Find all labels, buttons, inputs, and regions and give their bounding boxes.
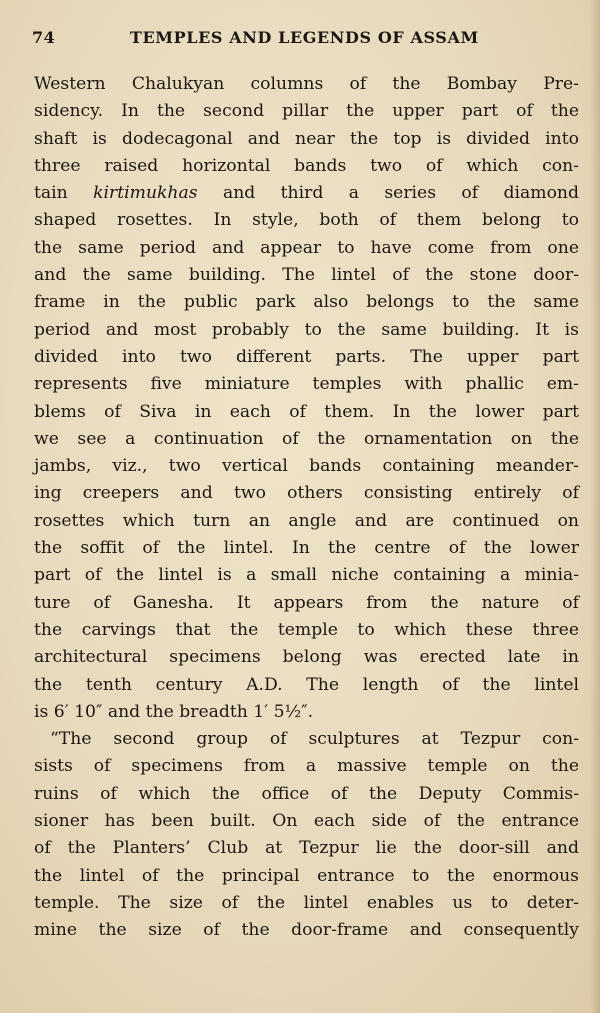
text-line: the carvings that the temple to which these three (34, 619, 579, 640)
text-line: Western Chalukyan columns of the Bombay Pre- (34, 74, 579, 94)
italic-term: kirtimukhas (93, 183, 198, 204)
text-line: rosettes which turn an angle and are continued on (34, 510, 579, 531)
text-run: tain (34, 183, 94, 204)
page-number: 74 (32, 28, 56, 47)
text-line: sists of specimens from a massive temple on the (34, 756, 579, 777)
text-line: the tenth century A.D. The length of the lintel (34, 674, 579, 695)
text-line: we see a continuation of the ornamentation on the (34, 428, 579, 449)
text-line: the same period and appear to have come from one (34, 237, 579, 258)
text-line: shaped rosettes. In style, both of them belong to (34, 210, 579, 231)
text-line: represents five miniature temples with phallic em- (34, 374, 579, 395)
text-line: temple. The size of the lintel enables us to deter- (34, 892, 579, 913)
text-line: the lintel of the principal entrance to the enormous (34, 865, 579, 886)
text-line: period and most probably to the same building. It is (34, 319, 579, 340)
paragraph-start-line: “The second group of sculptures at Tezpur con- (50, 729, 579, 750)
text-line: shaft is dodecagonal and near the top is divided into (34, 128, 579, 149)
text-line: divided into two different parts. The upper part (34, 346, 579, 367)
text-line: frame in the public park also belongs to the same (34, 292, 579, 313)
text-line: ing creepers and two others consisting entirely of (34, 483, 579, 504)
running-title: TEMPLES AND LEGENDS OF ASSAM (130, 28, 479, 47)
text-line: blems of Siva in each of them. In the lower part (34, 401, 579, 422)
text-line: mine the size of the door-frame and consequently (34, 920, 579, 941)
text-line: sidency. In the second pillar the upper part of the (34, 101, 579, 122)
text-line: three raised horizontal bands two of which con- (34, 155, 579, 176)
page-edge-shadow (590, 0, 600, 1013)
text-line: ture of Ganesha. It appears from the nature of (34, 592, 579, 613)
text-line: sioner has been built. On each side of the entrance (34, 811, 579, 832)
text-line: ruins of which the office of the Deputy Commis- (34, 783, 579, 804)
text-run: and third a series of diamond (197, 183, 579, 204)
text-line: and the same building. The lintel of the stone door- (34, 265, 579, 286)
body-text (34, 71, 579, 945)
text-line (34, 180, 579, 207)
text-line: part of the lintel is a small niche containing a minia- (34, 565, 579, 586)
page-header (32, 28, 578, 52)
text-line: the soffit of the lintel. In the centre of the lower (34, 538, 579, 559)
paragraph-end-line: is 6′ 10″ and the breadth 1′ 5½″. (34, 701, 314, 722)
text-line: of the Planters’ Club at Tezpur lie the door-sill and (34, 838, 579, 859)
text-line: architectural specimens belong was erected late in (34, 647, 579, 668)
text-line: jambs, viz., two vertical bands containing meander- (34, 456, 579, 477)
